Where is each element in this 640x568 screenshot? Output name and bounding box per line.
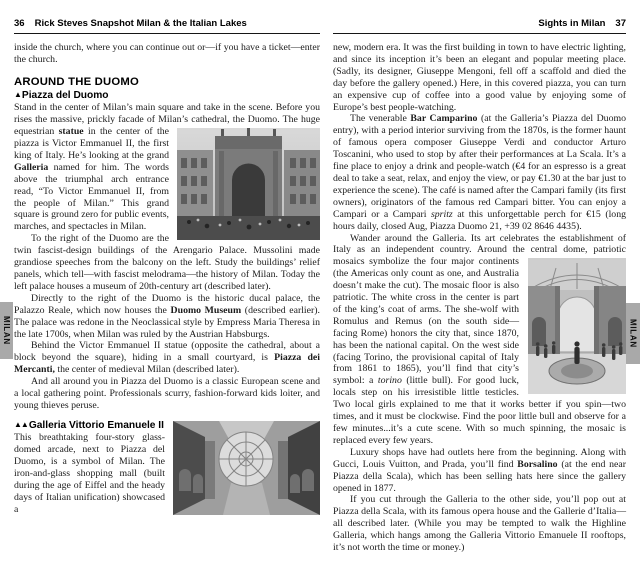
page-number: 37 bbox=[615, 18, 626, 29]
page-number: 36 bbox=[14, 18, 25, 29]
text-run: Wander around the Galleria. Its art celebrates the establishment of Italy as an independent country. Around the central dome, bbox=[333, 232, 626, 256]
sight-section-galleria bbox=[14, 419, 320, 516]
paragraph-galleria-history: new, modern era. It was the first building in town to have electric lighting, and since its inception it’s been an elegant and popular meeting place. (Sadly, its designer, Giuseppe Mengoni, fell off a scaffold and died the day before the gallery opened.) Here, in this covered piazza, you can turn an expensive cup of coffee into a good value by enjoying some of Europe’s best people-watching. bbox=[333, 42, 626, 113]
paragraph-piazza-mercanti: Behind the Victor Emmanuel II statue (opposite the cathedral, about a block beyond the square), hiding in a small courtyard, is Piazza dei Mercanti, the center of medieval Milan (described later). bbox=[14, 340, 320, 376]
text-run: the Duomo. The huge equestrian statue in the center of the piazza is Victor Emmanuel II, the first king of Italy. He’s looking at the grand Galleria named for him. The words above the triumphal arch entrance read, “To Victor Emmanuel II, from the people of Milan.” This grand square is ground zero for public events, marches, and spectacles in Milan. bbox=[14, 114, 320, 233]
paragraph-palazzo-reale: Directly to the right of the Duomo is the historic ducal palace, the Palazzo Reale, which now houses the Duomo Museum (described earlier). The palace was redone in the Neoclassical style by Empress Maria Theresa in the late 1700s, when Milan was ruled by the Austrian Habsburgs. bbox=[14, 292, 320, 340]
paragraph-piazza-scene: And all around you in Piazza del Duomo is a classic European scene and a local gathering point. Professionals scurry, fashion-forward kids loiter, and young thieves peruse. bbox=[14, 376, 320, 411]
sight-title: Piazza del Duomo bbox=[21, 89, 109, 101]
paragraph-galleria-intro: This breathtaking four-story glass-domed arcade, next to Piazza del Duomo, is a symbol of Milan. The iron-and-glass shopping mall (built during the age of Eiffel and the heady days of Italian unification) showcased a bbox=[14, 432, 165, 515]
side-tab-label: MILAN bbox=[628, 319, 638, 348]
paragraph-galleria-mosaics bbox=[333, 233, 626, 447]
galleria-facade-photo bbox=[177, 128, 320, 240]
sight-heading-piazza-del-duomo bbox=[14, 89, 320, 102]
galleria-hall-photo bbox=[528, 258, 626, 394]
text-run: Stand in the center of Milan’s main square and take in the scene. Before you rises the massive, prickly facade of Milan’s cathedral, bbox=[14, 102, 320, 126]
side-tab-milan-right bbox=[626, 303, 640, 364]
section-heading-around-the-duomo: AROUND THE DUOMO bbox=[14, 75, 139, 88]
page-left bbox=[14, 18, 320, 518]
book-title: Rick Steves Snapshot Milan & the Italian Lakes bbox=[34, 18, 247, 29]
rating-triangle-icon: ▲ bbox=[14, 89, 21, 99]
side-tab-milan-left bbox=[0, 302, 13, 359]
paragraph-continuation: inside the church, where you can continue out or—if you have a ticket—enter the church. bbox=[14, 42, 320, 65]
paragraph-piazza-della-scala: If you cut through the Galleria to the other side, you’ll pop out at Piazza della Scala, with its famous opera house and the Gallerie d’Italia—all described later. (While you may be tempted to walk the Highline Galleria, which hangs among the Galleria Vittorio Emanuele II rooftops, it’s not worth the time or money.) bbox=[333, 494, 626, 554]
paragraph-luxury-shops: Luxury shops have had outlets here from the beginning. Along with Gucci, Louis Vuitton, and Prada, you’ll find Borsalino (at the end near Piazza della Scala), which has been selling hats here since the gallery opened in 1877. bbox=[333, 446, 626, 494]
paragraph-arengario: To the right of the Duomo are the twin fascist-design buildings of the Arengario Palace. Mussolini made grandiose speeches from the balcony on the left. Study the buildings’ relief panels, which tell—with fascist melodrama—the history of Milan. Today the left palace houses a museum of 20th-century art (described later). bbox=[14, 233, 320, 292]
sight-title: Galleria Vittorio Emanuele II bbox=[28, 419, 164, 431]
rating-triangles-icon: ▲▲ bbox=[14, 419, 28, 429]
paragraph-bar-camparino: The venerable Bar Camparino (at the Galleria’s Piazza del Duomo entry), with a period interior surviving from the 1870s, is the former haunt of famous opera composer Giuseppe Verdi and conductor Arturo Toscanini, who used to stop by after their performances at La Scala. It’s a fine place to enjoy a drink and people-watch (€4 for an espresso is a great deal to take a seat, relax, and enjoy the view, or pay €1.30 at the bar just to experience the scene). The café is named after the Campari family (its first owners), originators of the famous red Campari bitter. You can enjoy a Campari or a Campari spritz at this unforgettable perch for €15 (long hours daily, closed Aug, Piazza Duomo 21, +39 02 8646 4435). bbox=[333, 113, 626, 232]
page-right bbox=[333, 18, 626, 554]
paragraph-piazza-del-duomo bbox=[14, 102, 320, 233]
galleria-dome-photo bbox=[173, 421, 320, 515]
side-tab-label: MILAN bbox=[2, 316, 11, 345]
right-page-header bbox=[333, 18, 626, 34]
section-title: Sights in Milan bbox=[538, 18, 606, 29]
text-run: patriotic mosaics symbolize the four major continents (the Americas only count as one, and Australia doesn’t make the cut). The mosaic floor is also patriotic. The white cross in the center is part of the king’s coat of arms. The she-wolf with Romulus and Remus (on the south side—facing Rome) honors the city that, since 1870, has been the national capital. On the west side (facing Torino, the provisional capital of Italy from 1861 to 1865), you’ll find that city’s symbol: a torino (little bull). For good luck, locals step on his irresistible little testicles. Two local girls explained to me that it works better if you spin—two times, and it must be clockwise. Find the poor little bull and observe for a few minutes...it’s a cute scene. With so much spinning, the mosaic is replaced every few years. bbox=[333, 244, 626, 446]
left-page-header bbox=[14, 18, 320, 34]
